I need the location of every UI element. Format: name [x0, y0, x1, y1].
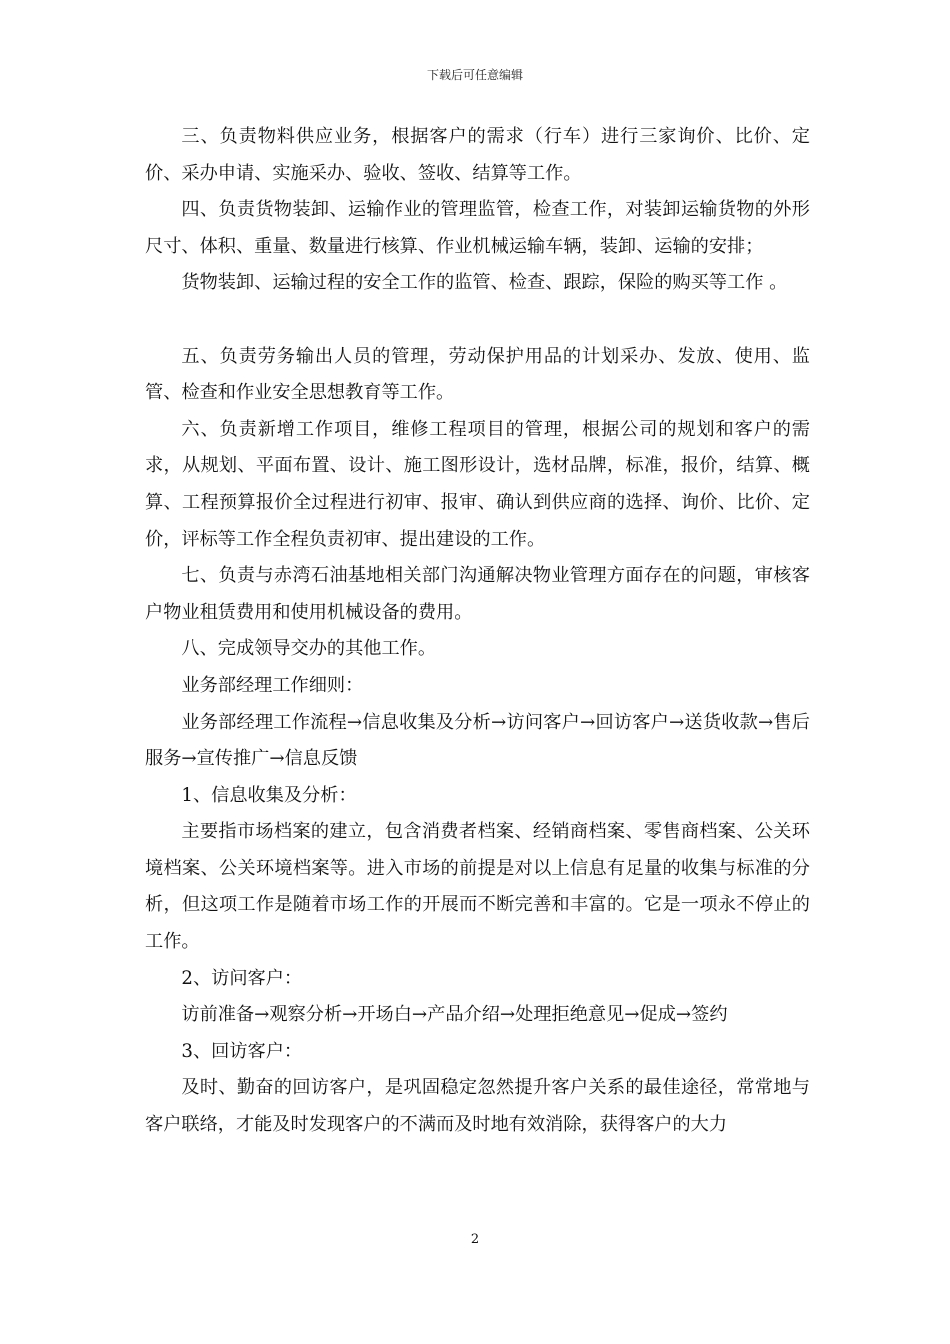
paragraph-7-base-communication: 七、负责与赤湾石油基地相关部门沟通解决物业管理方面存在的问题，审核客户物业租赁费用和使用机械设备的费用。	[145, 565, 810, 623]
paragraph-visit-steps: 访前准备→观察分析→开场白→产品介绍→处理拒绝意见→促成→签约	[181, 1004, 728, 1026]
section-heading-manager-rules: 业务部经理工作细则：	[181, 674, 364, 696]
paragraph-5-labor-management: 五、负责劳务输出人员的管理，劳动保护用品的计划采办、发放、使用、监管、检查和作业安全思想教育等工作。	[145, 345, 810, 404]
item-heading-info-collection: 1、信息收集及分析：	[181, 784, 357, 806]
page-header-note: 下载后可任意编辑	[426, 68, 523, 82]
paragraph-workflow: 业务部经理工作流程→信息收集及分析→访问客户→回访客户→送货收款→售后服务→宣传推广→信息反馈	[145, 711, 810, 770]
paragraph-8-other-tasks: 八、完成领导交办的其他工作。	[181, 638, 437, 660]
paragraph-revisit-customers: 及时、勤奋的回访客户，是巩固稳定忽然提升客户关系的最佳途径，常常地与客户联络，才能及时发现客户的不满而及时地有效消除，获得客户的大力	[145, 1077, 810, 1136]
paragraph-6-new-projects: 六、负责新增工作项目，维修工程项目的管理，根据公司的规划和客户的需求，从规划、平面布置、设计、施工图形设计，选材品牌，标准，报价，结算、概算、工程预算报价全过程进行初审、报审、确认到供应商的选择、询价、比价、定价，评标等工作全程负责初审、提出建设的工作。	[145, 418, 810, 550]
paragraph-info-collection: 主要指市场档案的建立，包含消费者档案、经销商档案、零售商档案、公关环境档案、公关环境档案等。进入市场的前提是对以上信息有足量的收集与标准的分析，但这项工作是随着市场工作的开展而不断完善和丰富的。它是一项永不停止的工作。	[145, 821, 810, 953]
item-heading-revisit-customers: 3、回访客户：	[181, 1040, 303, 1062]
document-body	[145, 119, 810, 1144]
paragraph-cargo-safety: 货物装卸、运输过程的安全工作的监管、检查、跟踪，保险的购买等工作 。	[181, 272, 788, 294]
paragraph-4-cargo-handling: 四、负责货物装卸、运输作业的管理监管，检查工作，对装卸运输货物的外形尺寸、体积、重量、数量进行核算、作业机械运输车辆，装卸、运输的安排；	[145, 199, 810, 257]
item-heading-visit-customers: 2、访问客户：	[181, 967, 303, 989]
paragraph-3-material-supply: 三、负责物料供应业务，根据客户的需求（行车）进行三家询价、比价、定价、采办申请、实施采办、验收、签收、结算等工作。	[145, 126, 810, 184]
page-number: 2	[470, 1232, 480, 1247]
